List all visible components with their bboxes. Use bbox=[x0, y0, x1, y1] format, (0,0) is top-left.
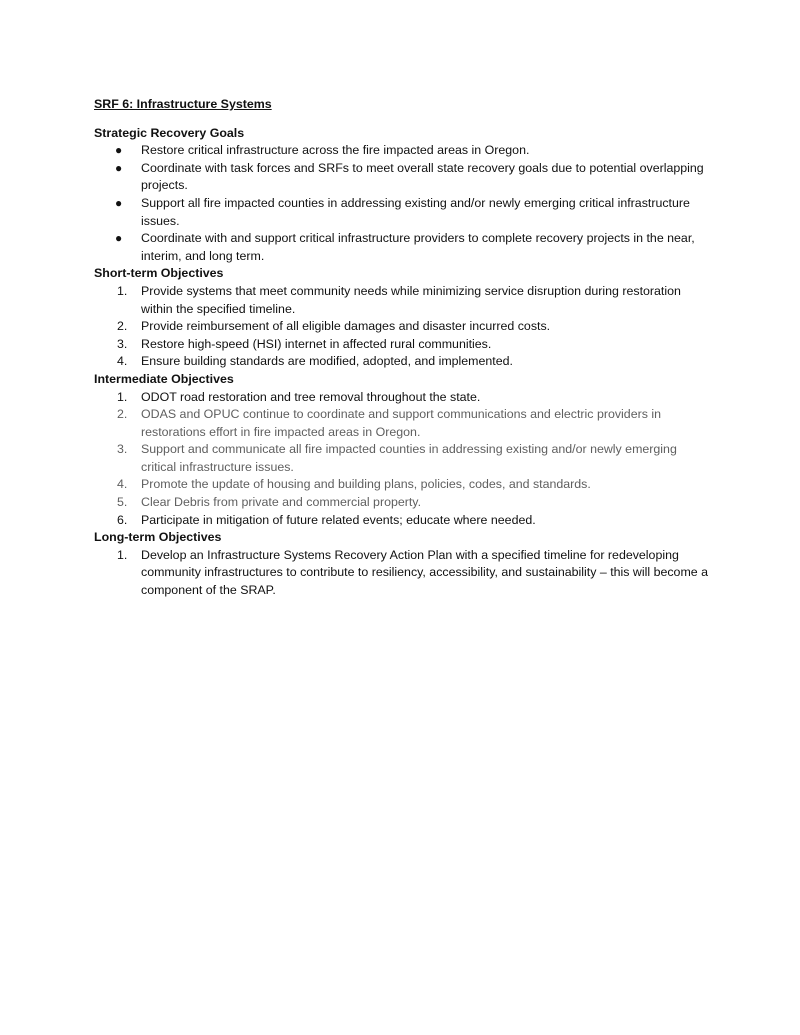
list-number: 5. bbox=[117, 495, 128, 510]
section-heading-intermediate: Intermediate Objectives bbox=[94, 371, 234, 386]
list-item-text: Ensure building standards are modified, adopted, and implemented. bbox=[141, 354, 513, 369]
bullet-icon: ● bbox=[115, 160, 123, 175]
list-number: 6. bbox=[117, 512, 128, 527]
list-item bbox=[94, 230, 714, 265]
list-item-text: Restore high-speed (HSI) internet in affected rural communities. bbox=[141, 336, 492, 351]
list-item-text: ODAS and OPUC continue to coordinate and support communications and electric providers in restorations effort in fire impacted areas in Oregon. bbox=[141, 407, 661, 439]
list-item-text: ODOT road restoration and tree removal throughout the state. bbox=[141, 389, 481, 404]
list-item-text: Coordinate with task forces and SRFs to meet overall state recovery goals due to potential overlapping projects. bbox=[141, 160, 704, 193]
list-number: 1. bbox=[117, 389, 128, 404]
bullet-icon: ● bbox=[115, 231, 123, 246]
list-item-text: Provide systems that meet community needs while minimizing service disruption during restoration within the specified timeline. bbox=[141, 283, 681, 316]
list-item-text: Support and communicate all fire impacted counties in addressing existing and/or newly emerging critical infrastructure issues. bbox=[141, 442, 677, 474]
list-item bbox=[94, 283, 714, 318]
list-item bbox=[94, 195, 714, 230]
list-number: 4. bbox=[117, 354, 128, 369]
document-page bbox=[94, 96, 714, 600]
list-item bbox=[94, 547, 714, 600]
list-number: 4. bbox=[117, 477, 128, 492]
document-title: SRF 6: Infrastructure Systems bbox=[94, 97, 272, 111]
list-number: 3. bbox=[117, 336, 128, 351]
section-heading-short-term: Short-term Objectives bbox=[94, 266, 224, 281]
list-item-text: Restore critical infrastructure across the fire impacted areas in Oregon. bbox=[141, 143, 530, 158]
list-item bbox=[94, 336, 714, 354]
list-item bbox=[94, 318, 714, 336]
list-item-text: Support all fire impacted counties in addressing existing and/or newly emerging critical infrastructure issues. bbox=[141, 195, 690, 228]
list-item-text: Clear Debris from private and commercial property. bbox=[141, 495, 422, 510]
list-number: 2. bbox=[117, 319, 128, 334]
long-term-objectives-list bbox=[94, 547, 714, 600]
list-item bbox=[94, 476, 714, 494]
strategic-goals-list bbox=[94, 142, 714, 265]
list-item bbox=[94, 494, 714, 512]
list-item-text: Coordinate with and support critical infrastructure providers to complete recovery projects in the near, interim, and long term. bbox=[141, 231, 695, 263]
list-item bbox=[94, 406, 714, 441]
list-item-text: Promote the update of housing and building plans, policies, codes, and standards. bbox=[141, 477, 591, 492]
list-item-text: Provide reimbursement of all eligible damages and disaster incurred costs. bbox=[141, 319, 551, 334]
list-item-text: Participate in mitigation of future related events; educate where needed. bbox=[141, 512, 536, 527]
list-item bbox=[94, 142, 714, 160]
list-item bbox=[94, 389, 714, 407]
list-item bbox=[94, 512, 714, 530]
section-heading-long-term: Long-term Objectives bbox=[94, 530, 222, 545]
list-number: 3. bbox=[117, 442, 128, 457]
bullet-icon: ● bbox=[115, 195, 123, 210]
bullet-icon: ● bbox=[115, 143, 123, 158]
list-item bbox=[94, 441, 714, 476]
list-item-text: Develop an Infrastructure Systems Recovery Action Plan with a specified timeline for redeveloping community infrastructures to contribute to resiliency, accessibility, and sustainability – this will become a component of the SRAP. bbox=[141, 547, 708, 598]
short-term-objectives-list bbox=[94, 283, 714, 371]
intermediate-objectives-list bbox=[94, 389, 714, 530]
list-item bbox=[94, 353, 714, 371]
list-number: 1. bbox=[117, 547, 128, 562]
list-item bbox=[94, 160, 714, 195]
section-heading-strategic-goals: Strategic Recovery Goals bbox=[94, 125, 245, 140]
list-number: 2. bbox=[117, 407, 128, 422]
list-number: 1. bbox=[117, 283, 128, 298]
